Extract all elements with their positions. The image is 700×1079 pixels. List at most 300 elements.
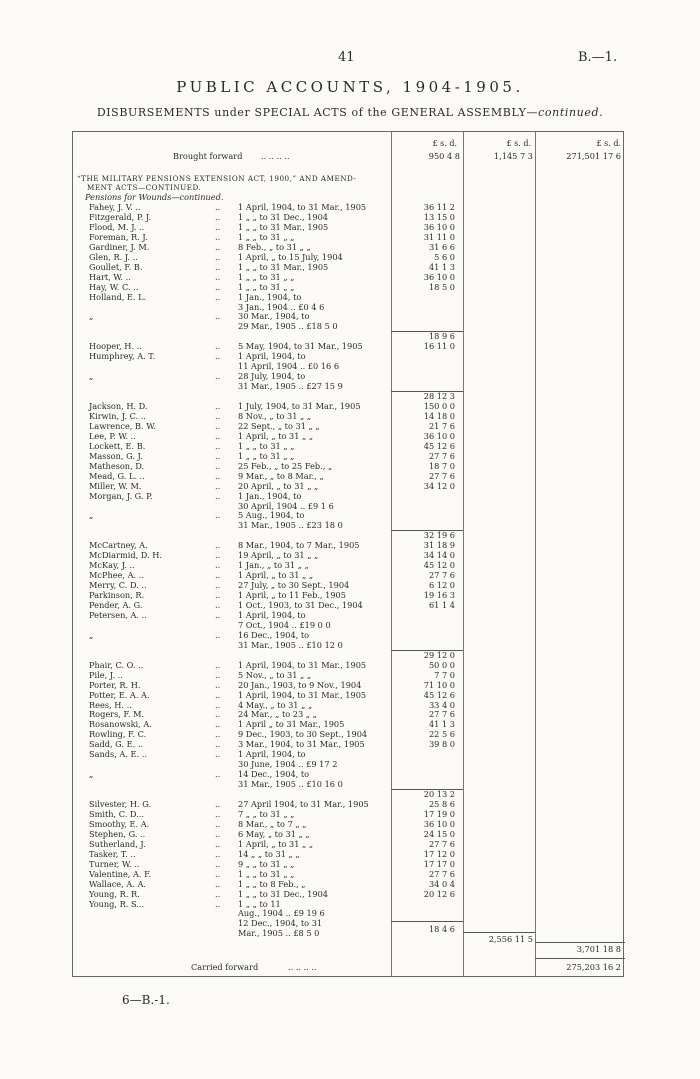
young-subtotal: 18 4 6 [428, 924, 455, 934]
table-row [73, 591, 625, 600]
table-row [73, 820, 625, 829]
period-description: 1 Jan., „ to 31 „ „ [238, 560, 309, 571]
period-description: 3 Mar., 1904, to 31 Mar., 1905 [238, 739, 365, 750]
leader-dots: .. [215, 420, 221, 431]
pensioner-name: Pile, J. .. [89, 669, 123, 680]
pensioner-name: „ [89, 629, 94, 640]
period-description: 19 April, „ to 31 „ „ [238, 550, 319, 561]
footer-code: 6—B.-1. [122, 993, 170, 1007]
total-rule [535, 958, 625, 959]
pensioner-name: Parkinson, R. [89, 590, 145, 601]
table-row [73, 561, 625, 570]
pensioner-name: Goullet, F. B. [89, 261, 143, 272]
period-description: 8 Nov., „ to 31 „ „ [238, 410, 312, 421]
leader-dots: .. [215, 261, 221, 272]
pensioner-name: McCartney, A. [89, 540, 148, 551]
col3-heading: £ s. d. [596, 139, 621, 148]
pensioner-name: Rees, H. .. [89, 699, 132, 710]
leader-dots: .. [215, 848, 221, 859]
amount: 18 9 6 [428, 331, 455, 342]
amount: 20 12 6 [423, 888, 455, 899]
pensioner-name: Hay, W. C. .. [89, 281, 139, 292]
table-row [73, 521, 625, 530]
amount: 17 17 0 [423, 858, 455, 869]
leader-dots: .. [215, 799, 221, 809]
leader-dots: .. [215, 231, 221, 242]
pensioner-name: Sands, A. E. .. [89, 749, 147, 760]
leader-dots: .. [215, 480, 221, 491]
period-description: 29 Mar., 1905 .. £18 5 0 [238, 321, 338, 332]
table-row [73, 800, 625, 809]
period-description: 1 April, „ to 31 „ „ [238, 838, 314, 849]
period-description: 5 Nov., „ to 31 „ „ [238, 669, 312, 680]
leader-dots: .. [215, 450, 221, 461]
pensioner-name: McPhee, A. .. [89, 570, 144, 581]
pensioner-name: Sutherland, J. [89, 838, 146, 849]
table-row [73, 511, 625, 520]
leader-dots: .. [215, 709, 221, 720]
table-row [73, 780, 625, 789]
table-row [73, 322, 625, 331]
page-number: 41 [338, 50, 355, 65]
table-row [73, 840, 625, 849]
amount: 14 18 0 [423, 410, 455, 421]
pensioner-name: Potter, E. A. A. [89, 689, 150, 700]
table-row [73, 293, 625, 302]
table-row [73, 641, 625, 650]
brought-forward-col1: 950 4 8 [428, 151, 460, 161]
period-description: 31 Mar., 1905 .. £10 16 0 [238, 779, 343, 790]
pensioner-name: Sadd, G. E. .. [89, 739, 144, 750]
period-description: 1 April, „ to 15 July, 1904 [238, 251, 343, 262]
amount: 21 7 6 [428, 420, 455, 431]
table-row [73, 233, 625, 242]
period-description: 7 Oct., 1904 .. £19 0 0 [238, 619, 331, 630]
table-row [73, 810, 625, 819]
amount: 34 14 0 [423, 550, 455, 561]
pensioner-name: Phair, C. O. .. [89, 659, 144, 670]
amount: 32 19 6 [423, 530, 455, 541]
subtitle-continued: continued. [538, 106, 604, 119]
period-description: 1 April, 1904, to 31 Mar., 1905 [238, 659, 367, 670]
table-row [73, 303, 625, 312]
table-row [73, 681, 625, 690]
carried-forward-row [73, 963, 625, 972]
leader-dots: .. [215, 818, 221, 829]
col2-heading: £ s. d. [506, 139, 531, 148]
leader-dots: .. [215, 679, 221, 690]
amount: 45 12 6 [423, 689, 455, 700]
pensioner-name: Matheson, D. [89, 460, 145, 471]
period-description: 1 Jan., 1904, to [238, 490, 302, 501]
pensioner-name: Holland, E. L. [89, 291, 147, 302]
period-description: 1 „ „ to 31 Dec., 1904 [238, 211, 328, 222]
table-row [73, 243, 625, 252]
table-row [73, 382, 625, 391]
table-row [73, 502, 625, 511]
subtitle-main: DISBURSEMENTS under SPECIAL ACTS of the GENERAL ASSEMBLY— [96, 106, 539, 119]
amount: 31 11 0 [423, 231, 455, 242]
table-row [73, 332, 625, 341]
carried-forward-label: Carried forward [191, 962, 259, 972]
leader-dots: .. [215, 769, 221, 780]
period-description: 1 „ „ to 31 „ „ [238, 450, 295, 461]
period-description: 4 May., „ to 31 „ „ [238, 699, 313, 710]
pensioner-name: Smith, C. D... [89, 808, 145, 819]
amount: 36 10 0 [423, 430, 455, 441]
leader-dots: .. [215, 470, 221, 481]
leader-dots: .. [215, 729, 221, 740]
table-row [73, 223, 625, 232]
period-description: 7 „ „ to 31 „ „ [238, 808, 295, 819]
amount: 24 15 0 [423, 828, 455, 839]
leader-dots: .. [215, 838, 221, 849]
table-row [73, 890, 625, 899]
total-rule [391, 921, 463, 922]
period-description: 9 „ „ to 31 „ „ [238, 858, 295, 869]
table-row [73, 452, 625, 461]
brought-forward-col2: 1,145 7 3 [493, 151, 533, 161]
table-row [73, 770, 625, 779]
amount: 39 8 0 [428, 739, 455, 750]
period-description: 30 June, 1904 .. £9 17 2 [238, 759, 338, 770]
period-description: 28 July, 1904, to [238, 371, 306, 382]
pensioner-name: Petersen, A. .. [89, 609, 147, 620]
period-description: 24 Mar., „ to 23 „ „ [238, 709, 317, 720]
table-row [73, 213, 625, 222]
period-description: Mar., 1905 .. £8 5 0 [238, 928, 320, 939]
pensioner-name: Smoothy, E. A. [89, 818, 150, 829]
pensioner-name: Mead, G. L. .. [89, 470, 145, 481]
period-description: 1 „ „ to 31 Mar., 1905 [238, 221, 329, 232]
period-description: 1 April, 1904, to 31 Mar., 1905 [238, 689, 367, 700]
period-description: 31 Mar., 1905 .. £23 18 0 [238, 520, 343, 531]
pensioner-name: Kirwin, J. C. .. [89, 410, 146, 421]
table-row [73, 402, 625, 411]
brought-forward-row [73, 152, 625, 161]
period-description: 1 „ „ to 31 Mar., 1905 [238, 261, 329, 272]
period-description: 9 Dec., 1903, to 30 Sept., 1904 [238, 729, 368, 740]
table-row [73, 880, 625, 889]
period-description: 30 Mar., 1904, to [238, 311, 310, 322]
amount: 25 8 6 [428, 799, 455, 809]
amount: 150 0 0 [423, 401, 455, 411]
pensioner-name: „ [89, 510, 94, 521]
leader-dots: .. [215, 490, 221, 501]
amount: 29 12 0 [423, 649, 455, 660]
period-description: 1 April, 1904, to 31 Mar., 1905 [238, 202, 367, 212]
brought-forward-label: Brought forward [173, 151, 243, 161]
period-description: 1 April, „ to 31 „ „ [238, 570, 314, 581]
table-row [73, 263, 625, 272]
pensioner-name: „ [89, 371, 94, 382]
period-description: 22 Sept., „ to 31 „ „ [238, 420, 320, 431]
pensioner-name: Merry, C. D. .. [89, 580, 147, 591]
period-description: 8 Mar., 1904, to 7 Mar., 1905 [238, 540, 360, 551]
leader-dots: .. [215, 749, 221, 760]
pensioner-name: Rowling, F. C. [89, 729, 147, 740]
column-3-total: 3,701 18 8 [576, 944, 621, 954]
leader-dots: .. [215, 609, 221, 620]
amount: 41 1 3 [428, 719, 455, 730]
amount: 61 1 4 [428, 600, 455, 610]
period-description: 20 April, „ to 31 „ „ [238, 480, 319, 491]
leader-dots: .. [215, 659, 221, 670]
amount: 16 11 0 [423, 341, 455, 352]
table-row [73, 432, 625, 441]
table-row [73, 412, 625, 421]
table-row [73, 312, 625, 321]
amount: 33 4 0 [428, 699, 455, 710]
leader-dots: .. .. .. .. [288, 962, 317, 972]
period-description: 1 „ „ to 31 „ „ [238, 281, 295, 292]
pensioner-name: Wallace, A. A. [89, 878, 146, 889]
amount: 17 12 0 [423, 848, 455, 859]
amount: 27 7 6 [428, 570, 455, 581]
page-reference: B.—1. [578, 50, 618, 65]
period-description: 31 Mar., 1905 .. £27 15 9 [238, 381, 343, 392]
table-row [73, 720, 625, 729]
table-row [73, 740, 625, 749]
amount: 27 7 6 [428, 470, 455, 481]
period-description: 1 April, „ to 31 „ „ [238, 430, 314, 441]
amount: 27 7 6 [428, 709, 455, 720]
pensioner-name: Lee, P. W. .. [89, 430, 136, 441]
leader-dots: .. [215, 410, 221, 421]
leader-dots: .. [215, 540, 221, 551]
table-row [73, 442, 625, 451]
period-description: 14 Dec., 1904, to [238, 769, 310, 780]
amount: 27 7 6 [428, 450, 455, 461]
leader-dots: .. [215, 351, 221, 362]
amount: 27 7 6 [428, 868, 455, 879]
amount: 50 0 0 [428, 659, 455, 670]
period-description: 1 April, 1904, to [238, 609, 306, 620]
pensioner-name: Flood, M. J. .. [89, 221, 145, 232]
pensioner-name: Hooper, H. .. [89, 341, 142, 352]
period-description: 31 Mar., 1905 .. £10 12 0 [238, 639, 343, 650]
leader-dots: .. [215, 241, 221, 252]
amount: 45 12 6 [423, 440, 455, 451]
leader-dots: .. [215, 251, 221, 262]
table-row [73, 710, 625, 719]
table-row [73, 701, 625, 710]
leader-dots: .. [215, 560, 221, 571]
leader-dots: .. [215, 460, 221, 471]
table-row [73, 750, 625, 759]
amount: 28 12 3 [423, 391, 455, 402]
leader-dots: .. [215, 311, 221, 322]
brought-forward-col3: 271,501 17 6 [566, 151, 621, 161]
table-row [73, 273, 625, 282]
table-row [73, 203, 625, 212]
amount: 17 19 0 [423, 808, 455, 819]
document-title: PUBLIC ACCOUNTS, 1904-1905. [176, 78, 524, 96]
period-description: 8 Mar., „ to 7 „ „ [238, 818, 307, 829]
pensioner-name: Masson, G. J. [89, 450, 143, 461]
table-row [73, 651, 625, 660]
amount: 31 18 9 [423, 540, 455, 551]
period-description: 27 April 1904, to 31 Mar., 1905 [238, 799, 369, 809]
amount: 6 12 0 [428, 580, 455, 591]
leader-dots: .. [215, 689, 221, 700]
leader-dots: .. [215, 341, 221, 352]
table-row [73, 372, 625, 381]
period-description: 27 July, „ to 30 Sept., 1904 [238, 580, 350, 591]
total-rule [535, 942, 625, 943]
period-description: 30 April, 1904 .. £9 1 6 [238, 500, 334, 511]
period-description: Aug., 1904 .. £9 19 6 [238, 908, 325, 919]
period-description: 1 „ „ to 31 „ „ [238, 231, 295, 242]
table-row [73, 760, 625, 769]
pensioner-name: Rogers, F. M. [89, 709, 145, 720]
amount: 18 5 0 [428, 281, 455, 292]
amount: 41 1 3 [428, 261, 455, 272]
amount: 36 10 0 [423, 818, 455, 829]
pensioner-name: „ [89, 311, 94, 322]
leader-dots: .. [215, 629, 221, 640]
period-description: 5 Aug., 1904, to [238, 510, 305, 521]
subtotal-rule [391, 789, 463, 790]
period-description: 16 Dec., 1904, to [238, 629, 310, 640]
pensioner-name: McKay, J. .. [89, 560, 135, 571]
leader-dots: .. [215, 221, 221, 232]
leader-dots: .. [215, 202, 221, 212]
table-row [73, 830, 625, 839]
period-description: 1 April, 1904, to [238, 351, 306, 362]
act-title: “THE MILITARY PENSIONS EXTENSION ACT, 1900,” AND AMEND- [77, 174, 357, 183]
leader-dots: .. [215, 888, 221, 899]
total-rule [463, 932, 535, 933]
pensioner-name: Valentine, A. F. [89, 868, 152, 879]
amount: 18 7 0 [428, 460, 455, 471]
pensioner-name: „ [89, 769, 94, 780]
leader-dots: .. [215, 371, 221, 382]
pensioner-name: Silvester, H. G. [89, 799, 152, 809]
period-description: 1 April, 1904, to [238, 749, 306, 760]
leader-dots: .. [215, 868, 221, 879]
pensioner-name: Tasker, T. .. [89, 848, 136, 859]
subtotal-rule [391, 331, 463, 332]
pensioner-name: Morgan, J. G. P. [89, 490, 153, 501]
period-description: 1 „ „ to 11 [238, 898, 281, 909]
subtotal-rule [391, 391, 463, 392]
leader-dots: .. [215, 719, 221, 730]
leader-dots: .. [215, 430, 221, 441]
leader-dots: .. [215, 291, 221, 302]
leader-dots: .. [215, 878, 221, 889]
pensioner-name: Foreman, R. J. [89, 231, 148, 242]
period-description: 1 „ „ to 31 „ „ [238, 440, 295, 451]
table-row [73, 900, 625, 909]
table-row [73, 909, 625, 918]
table-row [73, 531, 625, 540]
table-row [73, 621, 625, 630]
table-row [73, 283, 625, 292]
pensioner-name: McDiarmid, D. H. [89, 550, 162, 561]
table-row [73, 462, 625, 471]
period-description: 1 July, 1904, to 31 Mar., 1905 [238, 401, 361, 411]
table-row [73, 392, 625, 401]
pensioner-name: Gardiner, J. M. [89, 241, 150, 252]
leader-dots: .. [215, 550, 221, 561]
pensioner-name: Young, R. S... [89, 898, 145, 909]
ledger-table [72, 131, 624, 977]
table-row [73, 482, 625, 491]
period-description: 1 Jan., 1904, to [238, 291, 302, 302]
amount: 27 7 6 [428, 838, 455, 849]
table-row [73, 850, 625, 859]
pensioner-name: Jackson, H. D. [89, 401, 148, 411]
pensioner-name: Rosanowski, A. [89, 719, 152, 730]
period-description: 9 Mar., „ to 8 Mar., „ [238, 470, 324, 481]
leader-dots: .. [215, 858, 221, 869]
table-row [73, 541, 625, 550]
amount: 31 6 6 [428, 241, 455, 252]
period-description: 1 „ „ to 8 Feb., „ [238, 878, 306, 889]
leader-dots: .. [215, 271, 221, 282]
period-description: 25 Feb., „ to 25 Feb., „ [238, 460, 333, 471]
pensioner-name: Fitzgerald, P. J. [89, 211, 152, 222]
amount: 34 0 4 [428, 878, 455, 889]
period-description: 1 „ „ to 31 Dec., 1904 [238, 888, 328, 899]
table-row [73, 730, 625, 739]
amount: 36 10 0 [423, 271, 455, 282]
table-row [73, 362, 625, 371]
leader-dots: .. [215, 898, 221, 909]
table-row [73, 342, 625, 351]
period-description: 20 Jan., 1903, to 9 Nov., 1904 [238, 679, 362, 690]
table-row [73, 492, 625, 501]
pensioner-name: Stephen, G. .. [89, 828, 146, 839]
table-row [73, 551, 625, 560]
amount: 22 5 6 [428, 729, 455, 740]
leader-dots: .. [215, 669, 221, 680]
amount: 36 11 2 [423, 202, 455, 212]
period-description: 1 April, „ to 11 Feb., 1905 [238, 590, 346, 601]
pensioner-name: Pender, A. G. [89, 600, 143, 610]
period-description: 5 May, 1904, to 31 Mar., 1905 [238, 341, 363, 352]
table-row [73, 472, 625, 481]
period-description: 8 Feb., „ to 31 „ „ [238, 241, 311, 252]
leader-dots: .. [215, 590, 221, 601]
leader-dots: .. [215, 580, 221, 591]
table-row [73, 661, 625, 670]
pensioner-name: Lawrence, B. W. [89, 420, 156, 431]
document-subtitle [0, 106, 700, 119]
pensioner-name: Hart, W. .. [89, 271, 131, 282]
leader-dots: .. .. .. .. [261, 151, 290, 161]
leader-dots: .. [215, 828, 221, 839]
table-row [73, 790, 625, 799]
table-row [73, 571, 625, 580]
leader-dots: .. [215, 440, 221, 451]
pensioner-name: Porter, R. H. [89, 679, 141, 690]
leader-dots: .. [215, 600, 221, 610]
period-description: 1 „ „ to 31 „ „ [238, 271, 295, 282]
table-row [73, 422, 625, 431]
table-row [73, 691, 625, 700]
leader-dots: .. [215, 739, 221, 750]
pensioner-name: Young, R. R. [89, 888, 140, 899]
leader-dots: .. [215, 510, 221, 521]
leader-dots: .. [215, 570, 221, 581]
period-description: 1 „ „ to 31 „ „ [238, 868, 295, 879]
table-row [73, 860, 625, 869]
amount: 34 12 0 [423, 480, 455, 491]
period-description: 1 Oct., 1903, to 31 Dec., 1904 [238, 600, 363, 610]
amount: 71 10 0 [423, 679, 455, 690]
